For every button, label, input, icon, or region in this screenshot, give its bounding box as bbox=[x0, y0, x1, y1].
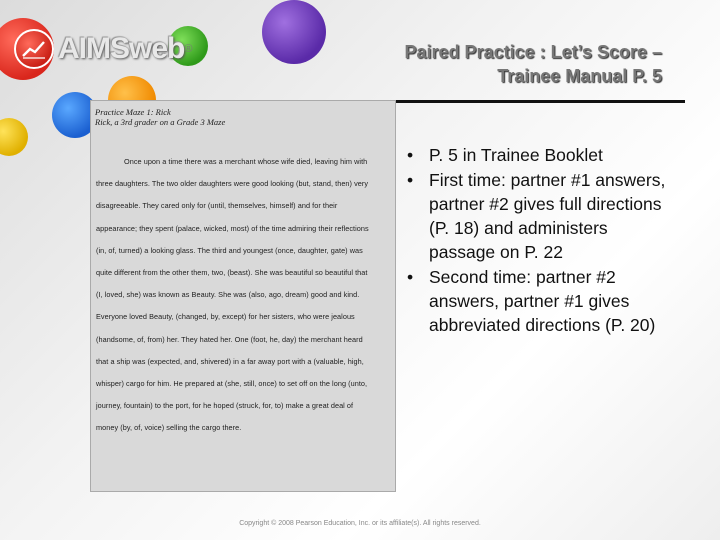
bullet-glyph: • bbox=[407, 170, 414, 190]
slide-title bbox=[342, 40, 662, 88]
bullet-glyph: • bbox=[407, 267, 414, 287]
copyright-footer: Copyright © 2008 Pearson Education, Inc. or its affiliate(s). All rights reserved. bbox=[239, 520, 481, 527]
logo-text: AIMSweb bbox=[58, 32, 185, 65]
scan-heading-line-2: Rick, a 3rd grader on a Grade 3 Maze bbox=[95, 117, 226, 127]
slide-title-line-2: Trainee Manual P. 5 bbox=[497, 66, 662, 86]
decor-circle-yellow bbox=[0, 118, 28, 156]
aimsweb-logo bbox=[14, 28, 192, 70]
bullet-list bbox=[407, 143, 669, 338]
bullet-item bbox=[407, 168, 669, 264]
bullet-text: P. 5 in Trainee Booklet bbox=[429, 145, 603, 165]
maze-passage-scan bbox=[90, 100, 396, 492]
bullet-text: First time: partner #1 answers, partner #2 gives full directions (P. 18) and administers passage on P. 22 bbox=[429, 170, 666, 262]
scan-passage-text: Once upon a time there was a merchant whose wife died, leaving him with three daughters. The two older daughters were good looking (but, stand, then) very disagreeable. They cared only for (until, themselves, himself) and for their appearance; they spent (palace, wicked, most) of the time admiring their reflections (in, of, turned) a looking glass. The third and youngest (once, daughter, gate) was quite different from the other them, two, (beast). She was beautiful so beautiful that (I, loved, she) was known as Beauty. She was (also, ago, dream) good and kind. Everyone loved Beauty, (changed, by, except) for her sisters, who were jealous (handsome, of, from) her. They hated her. One (foot, he, day) the merchant heard that a ship was (expected, and, shivered) in a far away port with a (valuable, high, whisper) cargo for him. He prepared at (she, still, once) to set off on the long (unto, journey, fountain) to the port, for he hoped (struck, for, to) make a great deal of money (by, of, voice) selling the cargo there. bbox=[96, 157, 369, 433]
slide-title-line-1: Paired Practice : Let’s Score – bbox=[404, 42, 662, 62]
bullet-text: Second time: partner #2 answers, partner #1 gives abbreviated directions (P. 20) bbox=[429, 267, 656, 335]
chart-line-icon bbox=[14, 29, 54, 69]
bullet-glyph: • bbox=[407, 145, 414, 165]
scan-heading bbox=[95, 107, 225, 127]
bullet-item bbox=[407, 143, 669, 167]
bullet-item bbox=[407, 265, 669, 337]
scan-heading-line-1: Practice Maze 1: Rick bbox=[95, 107, 171, 117]
decor-circle-purple bbox=[262, 0, 326, 64]
logo-registered-mark: ® bbox=[184, 43, 193, 55]
